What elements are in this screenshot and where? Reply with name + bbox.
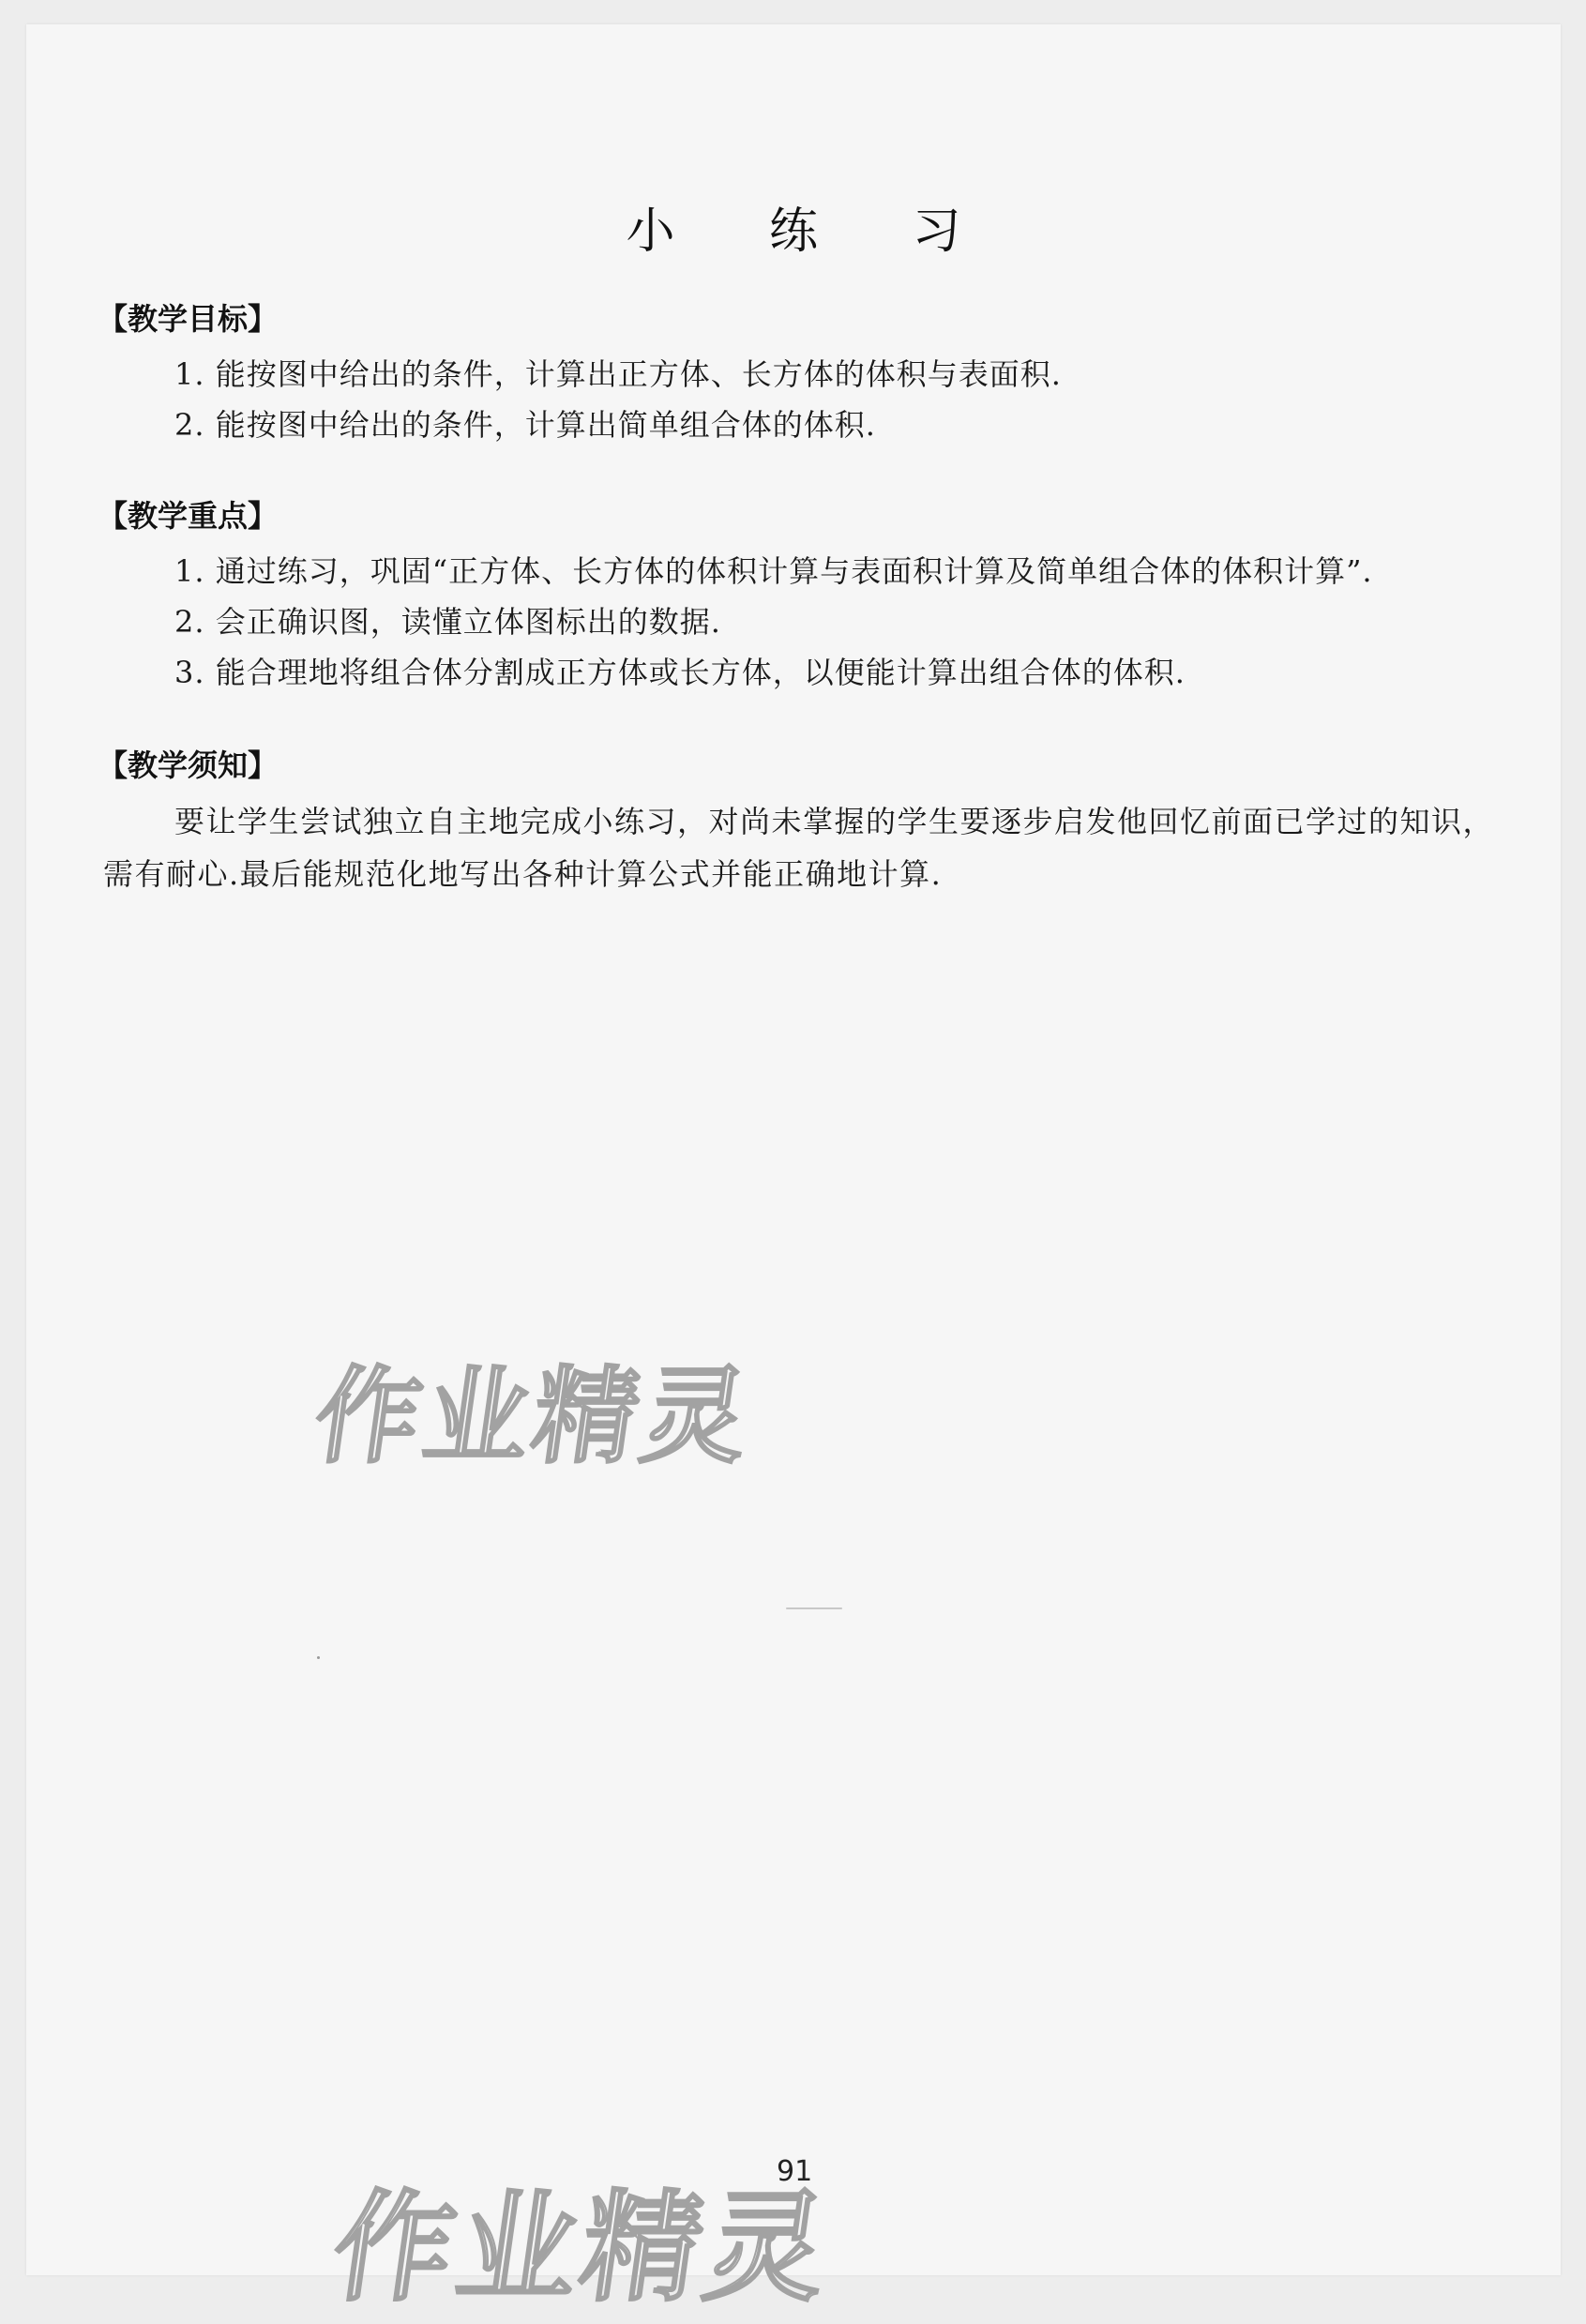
scan-mark [786, 1607, 842, 1609]
focus-item-2: 2. 会正确识图，读懂立体图标出的数据. [174, 604, 721, 640]
section-teaching-focus [98, 493, 1484, 698]
focus-item-1: 1. 通过练习，巩固“正方体、长方体的体积计算与表面积计算及简单组合体的体积计算”. [174, 553, 1373, 589]
notes-paragraph: 要让学生尝试独立自主地完成小练习，对尚未掌握的学生要逐步启发他回忆前面已学过的知识，需有耐心.最后能规范化地写出各种计算公式并能正确地计算. [103, 804, 1495, 892]
scan-speck [317, 1656, 320, 1659]
focus-item-3: 3. 能合理地将组合体分割成正方体或长方体，以便能计算出组合体的体积. [174, 655, 1186, 690]
document-page [26, 24, 1561, 2318]
section-teaching-notes [98, 743, 1495, 900]
section-teaching-goals [98, 296, 1484, 450]
page-title: 小 练 习 [626, 204, 1001, 260]
goal-item-2: 2. 能按图中给出的条件，计算出简单组合体的体积. [174, 407, 876, 443]
goal-item-1: 1. 能按图中给出的条件，计算出正方体、长方体的体积与表面积. [174, 356, 1062, 392]
watermark-text: 作业精灵 [307, 1356, 760, 1478]
section-heading: 【教学重点】 [98, 498, 279, 534]
watermark-text-bottom: 作业精灵 [324, 2179, 839, 2318]
section-heading: 【教学须知】 [98, 747, 279, 783]
section-heading: 【教学目标】 [98, 301, 279, 337]
page-number: 91 [777, 2155, 813, 2188]
